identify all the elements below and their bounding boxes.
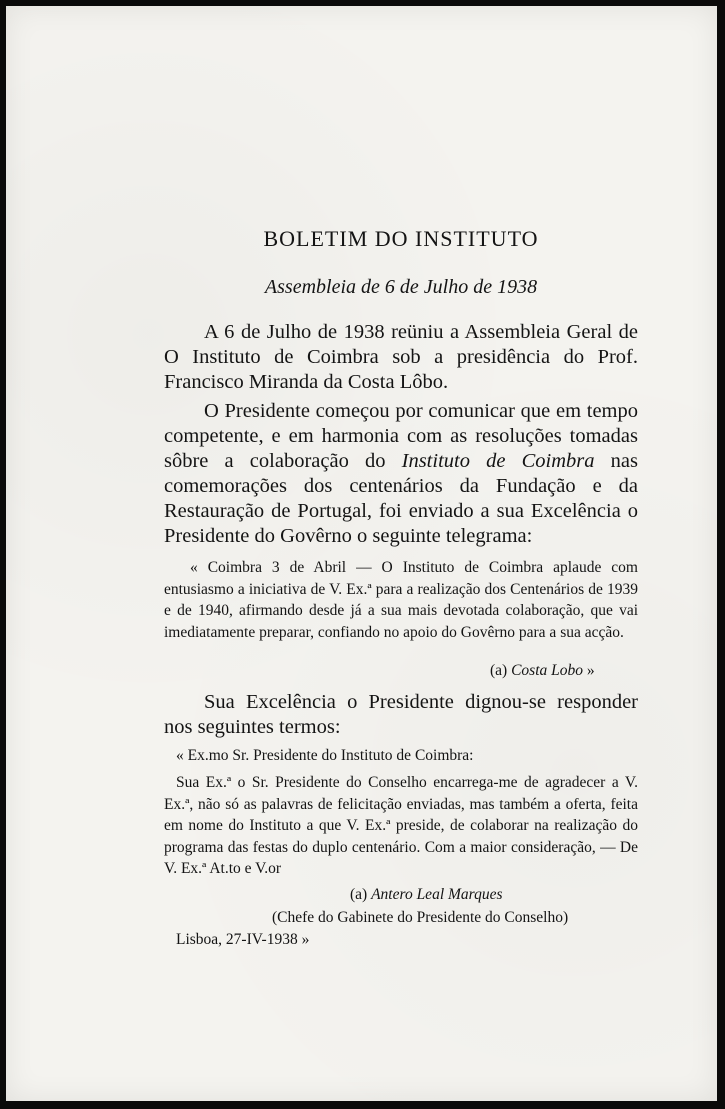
paragraph-president — [164, 399, 638, 549]
reply-signature-role: (Chefe do Gabinete do Presidente do Conselho) — [272, 909, 569, 926]
telegram-signature — [490, 662, 595, 680]
reply-sig-name: Antero Leal Marques — [371, 886, 503, 903]
telegram-sig-name: Costa Lobo — [511, 662, 584, 679]
paragraph-president-text-b: nas comemorações dos centenários da Fundação e da Restauração de Portugal, foi enviado a sua Excelência o Presidente do Govêrno o seguinte telegrama: — [164, 450, 638, 547]
reply-salutation: « Ex.mo Sr. Presidente do Instituto de Coimbra: — [176, 747, 474, 764]
reply-signature — [350, 886, 503, 904]
reply-body: Sua Ex.ª o Sr. Presidente do Conselho encarrega-me de agradecer a V. Ex.ª, não só as palavras de felicitação enviadas, mas também a oferta, feita em nome do Instituto a que V. Ex.ª preside, de colaborar na realização do programa das festas do duplo centenário. Com a maior consideração, — De V. Ex.ª At.to e V.or — [164, 774, 638, 877]
institute-name-italic: Instituto de Coimbra — [401, 450, 595, 472]
page-sheet — [6, 6, 717, 1101]
document-title: BOLETIM DO INSTITUTO — [263, 226, 539, 251]
reply-place-date: Lisboa, 27-IV-1938 » — [176, 931, 310, 948]
reply-sig-prefix: (a) — [350, 886, 372, 903]
telegram-sig-prefix: (a) — [490, 662, 512, 679]
paragraph-assembly: A 6 de Julho de 1938 reüniu a Assembleia Geral de O Instituto de Coimbra sob a presidência do Prof. Francisco Miranda da Costa Lôbo. — [164, 321, 638, 393]
telegram-text: « Coimbra 3 de Abril — O Instituto de Coimbra aplaude com entusiasmo a iniciativa de V. Ex.ª para a realização dos Centenários de 1939 e de 1940, afirmando desde já a sua mais devotada colaboração, que vai imediatamente preparar, confiando no apoio do Govêrno para a sua acção. — [164, 559, 638, 641]
document-subtitle: Assembleia de 6 de Julho de 1938 — [264, 276, 538, 298]
paragraph-reply-intro: Sua Excelência o Presidente dignou-se responder nos seguintes termos: — [164, 691, 638, 738]
telegram-sig-suffix: » — [583, 662, 595, 679]
paragraph-president-text-a: O Presidente começou por comunicar que em tempo competente, e em harmonia com as resoluções tomadas sôbre a colaboração do — [164, 400, 638, 472]
